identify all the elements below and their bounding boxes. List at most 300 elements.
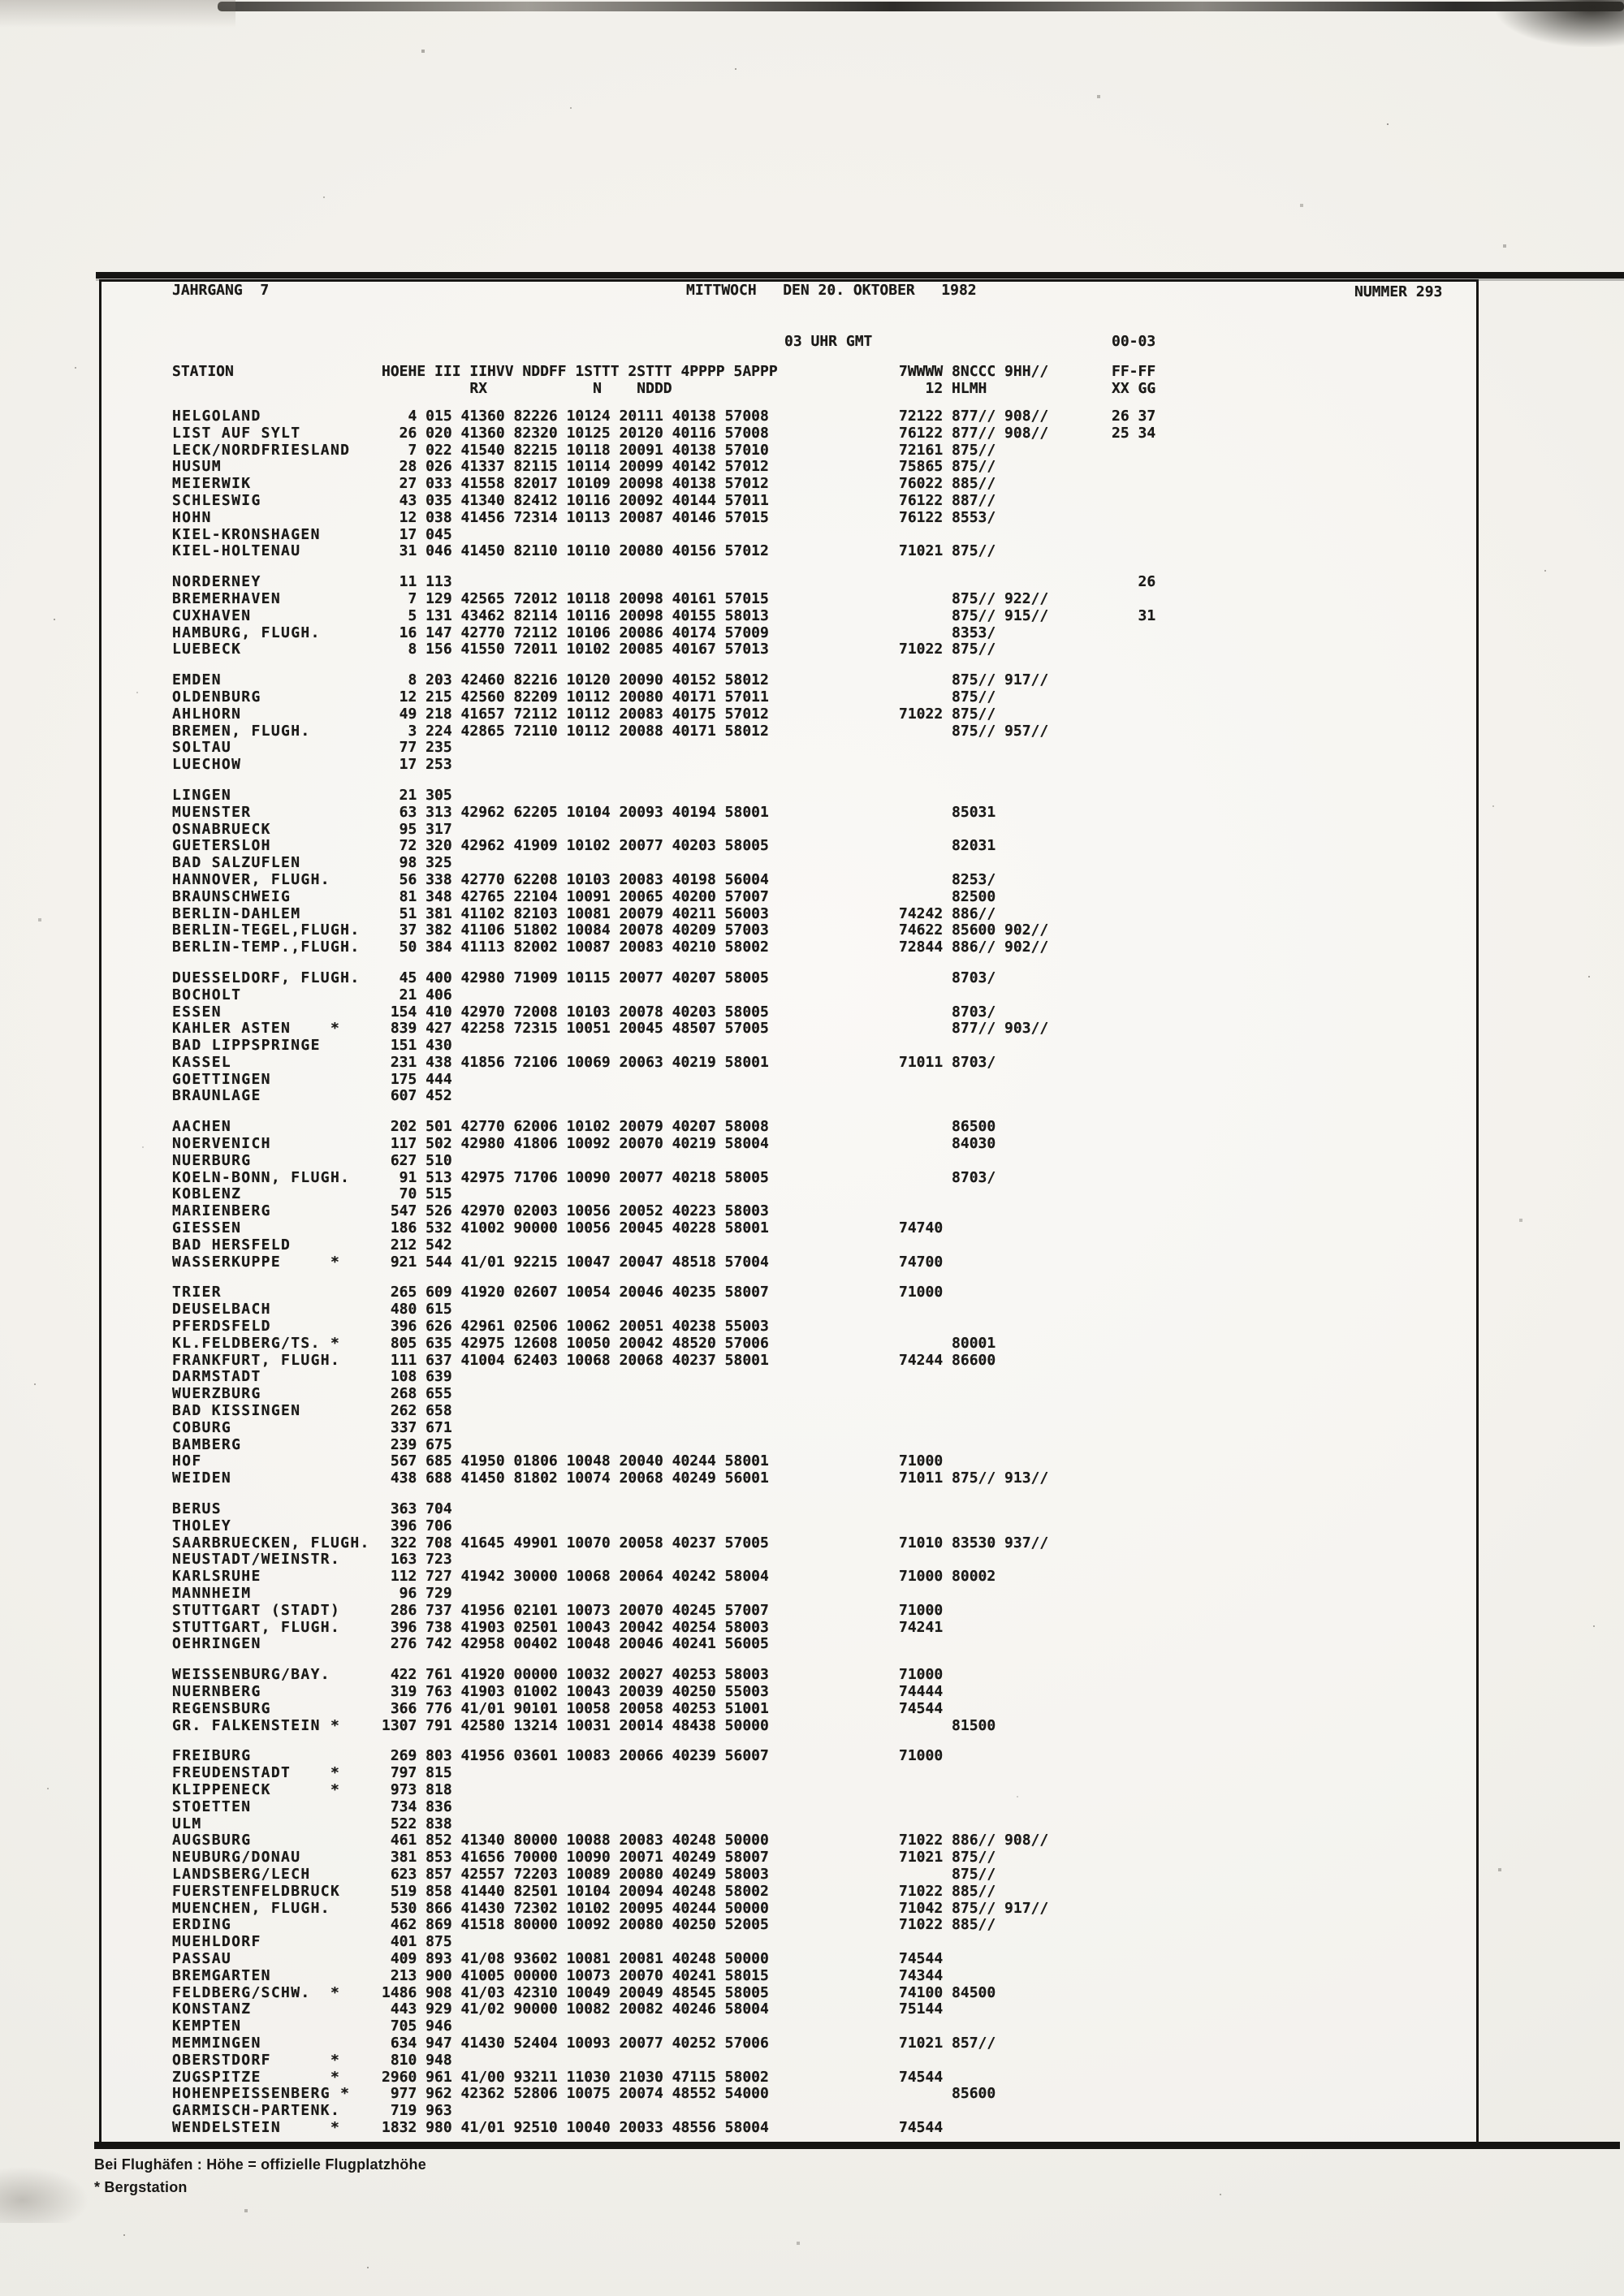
table-row [172, 625, 1471, 642]
scan-artifact-bottom-left-blotch [0, 2166, 89, 2223]
column-header-right-line2: 12 HLMH [899, 380, 987, 397]
station-name: HUSUM [172, 458, 222, 476]
column-header-station: STATION [172, 363, 234, 380]
station-name: STOETTEN [172, 1798, 252, 1815]
table-row [172, 442, 1471, 460]
table-row [172, 2052, 1471, 2069]
station-name: REGENSBURG [172, 1699, 271, 1717]
table-row [172, 493, 1471, 510]
table-row [172, 1021, 1471, 1038]
synop-main-groups: 16 147 42770 72112 10106 20086 40174 57009 [382, 624, 769, 641]
synop-extra-groups: 76122 8553/ [899, 508, 996, 526]
station-name: KEMPTEN [172, 2018, 242, 2035]
station-name: AHLHORN [172, 705, 242, 723]
table-row [172, 1799, 1471, 1816]
table-row [172, 1748, 1471, 1765]
synop-extra-groups: 71022 875// [899, 705, 996, 723]
synop-main-groups: 1486 908 41/03 42310 10049 20049 48545 58005 [382, 1983, 769, 2001]
footnote-airport-height: Bei Flughäfen : Höhe = offizielle Flugplatzhöhe [94, 2156, 426, 2173]
table-row [172, 1088, 1471, 1105]
station-name: GIESSEN [172, 1219, 242, 1237]
station-name: KONSTANZ [172, 2000, 252, 2018]
synop-main-groups: 921 544 41/01 92215 10047 20047 48518 57004 [382, 1253, 769, 1271]
synop-main-groups: 805 635 42975 12608 10050 20042 48520 57006 [382, 1334, 769, 1352]
station-name: WENDELSTEIN * [172, 2118, 341, 2136]
synop-main-groups: 151 430 [382, 1037, 452, 1055]
synop-extra-groups: 71000 80002 [899, 1568, 996, 1586]
synop-extra-groups: 75865 875// [899, 458, 996, 476]
station-name: FRANKFURT, FLUGH. [172, 1351, 341, 1369]
synop-extra-groups: 85031 [899, 803, 996, 821]
synop-extra-groups: 71022 875// [899, 641, 996, 658]
table-row [172, 855, 1471, 872]
column-header-ff-line1: FF-FF [1112, 363, 1156, 380]
station-name: BAD SALZUFLEN [172, 854, 301, 872]
synop-extra-groups: 71042 875// 917// [899, 1899, 1049, 1917]
synop-main-groups: 530 866 41430 72302 10102 20095 40244 50000 [382, 1899, 769, 1917]
table-row [172, 1420, 1471, 1437]
station-name: BERLIN-DAHLEM [172, 904, 301, 922]
table-row [172, 1968, 1471, 1985]
synop-main-groups: 98 325 [382, 854, 452, 872]
synop-main-groups: 17 045 [382, 525, 452, 543]
table-row [172, 1369, 1471, 1386]
table-row [172, 459, 1471, 476]
table-row [172, 2018, 1471, 2035]
ff-column-value: 25 34 [1112, 424, 1156, 442]
synop-main-groups: 239 675 [382, 1435, 452, 1453]
table-row [172, 1569, 1471, 1586]
column-header-main-line2: RX N NDDD [382, 380, 672, 397]
synop-main-groups: 337 671 [382, 1418, 452, 1436]
synop-main-groups: 231 438 41856 72106 10069 20063 40219 58001 [382, 1053, 769, 1071]
table-row [172, 1684, 1471, 1701]
synop-main-groups: 186 532 41002 90000 10056 20045 40228 58001 [382, 1219, 769, 1237]
synop-extra-groups: 84030 [899, 1135, 996, 1153]
synop-extra-groups: 80001 [899, 1334, 996, 1352]
synop-main-groups: 117 502 42980 41806 10092 20070 40219 58004 [382, 1135, 769, 1153]
station-name: LUEBECK [172, 641, 242, 658]
station-name: KIEL-HOLTENAU [172, 542, 301, 560]
station-name: EMDEN [172, 671, 222, 689]
synop-extra-groups: 74740 [899, 1219, 944, 1237]
synop-main-groups: 719 963 [382, 2102, 452, 2120]
synop-extra-groups: 74242 886// [899, 904, 996, 922]
synop-main-groups: 91 513 42975 71706 10090 20077 40218 58005 [382, 1168, 769, 1186]
table-row [172, 939, 1471, 956]
synop-main-groups: 396 738 41903 02501 10043 20042 40254 58003 [382, 1618, 769, 1636]
station-name: KIEL-KRONSHAGEN [172, 525, 321, 543]
station-block [172, 1501, 1471, 1653]
table-row [172, 1535, 1471, 1552]
synop-extra-groups: 74544 [899, 2118, 944, 2136]
synop-extra-groups: 72844 886// 902// [899, 939, 1049, 956]
synop-main-groups: 31 046 41450 82110 10110 20080 40156 57012 [382, 542, 769, 560]
synop-main-groups: 28 026 41337 82115 10114 20099 40142 57012 [382, 458, 769, 476]
ff-column-value: 26 [1112, 573, 1156, 591]
synop-main-groups: 27 033 41558 82017 10109 20098 40138 57012 [382, 475, 769, 493]
table-row [172, 510, 1471, 527]
table-row [172, 1917, 1471, 1934]
table-row [172, 1518, 1471, 1535]
synop-main-groups: 4 015 41360 82226 10124 20111 40138 57008 [382, 408, 769, 425]
station-table [172, 408, 1471, 2151]
station-name: PASSAU [172, 1949, 232, 1967]
synop-main-groups: 45 400 42980 71909 10115 20077 40207 58005 [382, 969, 769, 986]
table-row [172, 425, 1471, 442]
station-name: NEUSTADT/WEINSTR. [172, 1551, 341, 1569]
table-row [172, 1038, 1471, 1055]
table-row [172, 1501, 1471, 1518]
station-name: FREUDENSTADT * [172, 1764, 341, 1782]
synop-main-groups: 363 704 [382, 1500, 452, 1518]
station-name: LUECHOW [172, 756, 242, 774]
issue-number-label: NUMMER 293 [1354, 283, 1443, 300]
table-row [172, 1603, 1471, 1620]
table-row [172, 2069, 1471, 2087]
table-row [172, 1951, 1471, 1968]
table-row [172, 574, 1471, 591]
station-name: MUENCHEN, FLUGH. [172, 1899, 330, 1917]
synop-extra-groups: 71021 875// [899, 1849, 996, 1867]
table-row [172, 805, 1471, 822]
station-name: CUXHAVEN [172, 606, 252, 624]
station-block [172, 574, 1471, 658]
date-label: MITTWOCH DEN 20. OKTOBER 1982 [686, 282, 977, 299]
table-row [172, 970, 1471, 987]
synop-main-groups: 95 317 [382, 820, 452, 838]
station-block [172, 672, 1471, 774]
station-name: LIST AUF SYLT [172, 424, 301, 442]
table-row [172, 1701, 1471, 1718]
station-name: BERUS [172, 1500, 222, 1518]
table-row [172, 1934, 1471, 1951]
table-row [172, 2120, 1471, 2137]
table-row [172, 1220, 1471, 1237]
synop-main-groups: 705 946 [382, 2018, 452, 2035]
table-row [172, 922, 1471, 939]
table-row [172, 672, 1471, 689]
synop-main-groups: 7 129 42565 72012 10118 20098 40161 57015 [382, 589, 769, 607]
station-name: NEUBURG/DONAU [172, 1849, 301, 1867]
column-header-right-line1: 7WWWW 8NCCC 9HH// [899, 363, 1049, 380]
station-name: KOBLENZ [172, 1185, 242, 1203]
synop-main-groups: 262 658 [382, 1402, 452, 1420]
synop-main-groups: 51 381 41102 82103 10081 20079 40211 56003 [382, 904, 769, 922]
synop-main-groups: 1832 980 41/01 92510 10040 20033 48556 58004 [382, 2118, 769, 2136]
station-name: BAD KISSINGEN [172, 1402, 301, 1420]
synop-main-groups: 522 838 [382, 1815, 452, 1832]
synop-main-groups: 276 742 42958 00402 10048 20046 40241 56005 [382, 1635, 769, 1653]
station-name: WUERZBURG [172, 1385, 261, 1403]
synop-main-groups: 319 763 41903 01002 10043 20039 40250 55003 [382, 1682, 769, 1700]
station-name: BREMEN, FLUGH. [172, 722, 311, 740]
table-row [172, 872, 1471, 889]
synop-main-groups: 49 218 41657 72112 10112 20083 40175 57012 [382, 705, 769, 723]
synop-main-groups: 627 510 [382, 1151, 452, 1169]
station-name: BERLIN-TEMP.,FLUGH. [172, 939, 361, 956]
table-row [172, 1985, 1471, 2002]
table-row [172, 1586, 1471, 1603]
station-name: DARMSTADT [172, 1368, 261, 1386]
station-name: AUGSBURG [172, 1832, 252, 1849]
station-name: SOLTAU [172, 739, 232, 757]
synop-main-groups: 3 224 42865 72110 10112 20088 40171 58012 [382, 722, 769, 740]
station-name: MEIERWIK [172, 475, 252, 493]
synop-main-groups: 265 609 41920 02607 10054 20046 40235 58007 [382, 1284, 769, 1301]
station-name: ULM [172, 1815, 202, 1832]
synop-extra-groups: 75144 [899, 2000, 944, 2018]
synop-extra-groups: 71010 83530 937// [899, 1534, 1049, 1552]
station-name: LECK/NORDFRIESLAND [172, 441, 351, 459]
table-row [172, 1072, 1471, 1089]
station-name: WEIDEN [172, 1470, 232, 1487]
station-name: NUERBURG [172, 1151, 252, 1169]
station-name: PFERDSFELD [172, 1318, 271, 1336]
table-row [172, 987, 1471, 1004]
station-name: MANNHEIM [172, 1585, 252, 1602]
synop-main-groups: 154 410 42970 72008 10103 20078 40203 58005 [382, 1003, 769, 1021]
synop-extra-groups: 74244 86600 [899, 1351, 996, 1369]
synop-main-groups: 977 962 42362 52806 10075 20074 48552 54000 [382, 2085, 769, 2103]
station-name: HOF [172, 1452, 202, 1470]
synop-extra-groups: 71000 [899, 1284, 944, 1301]
synop-main-groups: 111 637 41004 62403 10068 20068 40237 58001 [382, 1351, 769, 1369]
station-name: DEUSELBACH [172, 1301, 271, 1318]
synop-main-groups: 202 501 42770 62006 10102 20079 40207 58008 [382, 1118, 769, 1136]
station-name: WEISSENBURG/BAY. [172, 1666, 330, 1684]
synop-extra-groups: 875// 915// [899, 606, 1049, 624]
synop-main-groups: 547 526 42970 02003 10056 20052 40223 58003 [382, 1202, 769, 1220]
synop-extra-groups: 8353/ [899, 624, 996, 641]
table-row [172, 889, 1471, 906]
synop-extra-groups: 74544 [899, 1699, 944, 1717]
table-row [172, 2086, 1471, 2103]
synop-main-groups: 12 038 41456 72314 10113 20087 40146 57015 [382, 508, 769, 526]
station-name: BRAUNLAGE [172, 1087, 261, 1105]
synop-main-groups: 50 384 41113 82002 10087 20083 40210 58002 [382, 939, 769, 956]
table-row [172, 608, 1471, 625]
station-name: NUERNBERG [172, 1682, 261, 1700]
scan-artifact-top-band [218, 2, 1624, 11]
table-row [172, 1254, 1471, 1271]
synop-main-groups: 839 427 42258 72315 10051 20045 48507 57005 [382, 1020, 769, 1038]
table-row [172, 1453, 1471, 1470]
synop-main-groups: 734 836 [382, 1798, 452, 1815]
table-row [172, 1816, 1471, 1833]
station-name: HOHN [172, 508, 212, 526]
synop-main-groups: 12 215 42560 82209 10112 20080 40171 57011 [382, 688, 769, 706]
station-name: MARIENBERG [172, 1202, 271, 1220]
synop-extra-groups: 74700 [899, 1253, 944, 1271]
table-row [172, 706, 1471, 723]
synop-main-groups: 462 869 41518 80000 10092 20080 40250 52005 [382, 1916, 769, 1934]
station-name: BRAUNSCHWEIG [172, 887, 292, 905]
period-label: 00-03 [1112, 333, 1156, 350]
station-name: KLIPPENECK * [172, 1780, 341, 1798]
station-name: OLDENBURG [172, 688, 261, 706]
table-row [172, 1636, 1471, 1653]
synop-extra-groups: 71000 [899, 1601, 944, 1619]
synop-main-groups: 567 685 41950 01806 10048 20040 40244 58001 [382, 1452, 769, 1470]
station-name: STUTTGART, FLUGH. [172, 1618, 341, 1636]
synop-extra-groups: 875// 957// [899, 722, 1049, 740]
station-name: SAARBRUECKEN, FLUGH. [172, 1534, 370, 1552]
synop-main-groups: 268 655 [382, 1385, 452, 1403]
table-row [172, 788, 1471, 805]
synop-main-groups: 26 020 41360 82320 10125 20120 40116 57008 [382, 424, 769, 442]
scan-noise-speckles [0, 0, 2, 2]
synop-extra-groups: 76122 887// [899, 491, 996, 509]
synop-main-groups: 81 348 42765 22104 10091 20065 40200 57007 [382, 887, 769, 905]
synop-extra-groups: 82500 [899, 887, 996, 905]
station-name: GUETERSLOH [172, 837, 271, 855]
synop-extra-groups: 71022 885// [899, 1916, 996, 1934]
table-row [172, 1170, 1471, 1187]
station-name: MEMMINGEN [172, 2034, 261, 2052]
synop-extra-groups: 875// [899, 688, 996, 706]
synop-main-groups: 396 706 [382, 1517, 452, 1534]
synop-main-groups: 269 803 41956 03601 10083 20066 40239 56007 [382, 1747, 769, 1765]
synop-main-groups: 112 727 41942 30000 10068 20064 40242 58004 [382, 1568, 769, 1586]
synop-main-groups: 175 444 [382, 1070, 452, 1088]
table-row [172, 1867, 1471, 1884]
table-row [172, 906, 1471, 923]
station-name: HANNOVER, FLUGH. [172, 870, 330, 888]
table-row [172, 2001, 1471, 2018]
station-name: NORDERNEY [172, 573, 261, 591]
synop-main-groups: 366 776 41/01 90101 10058 20058 40253 51001 [382, 1699, 769, 1717]
frame-top-rule [96, 272, 1624, 278]
table-row [172, 1386, 1471, 1403]
table-row [172, 740, 1471, 757]
synop-main-groups: 11 113 [382, 573, 452, 591]
synop-extra-groups: 72161 875// [899, 441, 996, 459]
station-name: OBERSTDORF * [172, 2051, 341, 2069]
volume-label: JAHRGANG 7 [172, 282, 270, 299]
synop-main-groups: 1307 791 42580 13214 10031 20014 48438 50000 [382, 1716, 769, 1734]
synop-main-groups: 396 626 42961 02506 10062 20051 40238 55003 [382, 1318, 769, 1336]
synop-extra-groups: 74544 [899, 2068, 944, 2086]
synop-extra-groups: 82031 [899, 837, 996, 855]
table-row [172, 1055, 1471, 1072]
synop-extra-groups: 74444 [899, 1682, 944, 1700]
table-row [172, 757, 1471, 774]
synop-extra-groups: 72122 877// 908// [899, 408, 1049, 425]
table-row [172, 1203, 1471, 1220]
observation-time-label: 03 UHR GMT [784, 333, 873, 350]
synop-main-groups: 634 947 41430 52404 10093 20077 40252 57006 [382, 2034, 769, 2052]
synop-main-groups: 973 818 [382, 1780, 452, 1798]
station-name: BAD LIPPSPRINGE [172, 1037, 321, 1055]
synop-main-groups: 381 853 41656 70000 10090 20071 40249 58007 [382, 1849, 769, 1867]
station-name: LINGEN [172, 786, 232, 804]
station-name: GOETTINGEN [172, 1070, 271, 1088]
synop-main-groups: 8 156 41550 72011 10102 20085 40167 57013 [382, 641, 769, 658]
table-row [172, 591, 1471, 608]
synop-main-groups: 401 875 [382, 1933, 452, 1951]
station-name: GR. FALKENSTEIN * [172, 1716, 341, 1734]
synop-extra-groups: 76022 885// [899, 475, 996, 493]
station-name: HOHENPEISSENBERG * [172, 2085, 351, 2103]
synop-main-groups: 72 320 42962 41909 10102 20077 40203 58005 [382, 837, 769, 855]
station-name: BREMGARTEN [172, 1966, 271, 1984]
table-row [172, 1901, 1471, 1918]
table-row [172, 689, 1471, 706]
synop-main-groups: 322 708 41645 49901 10070 20058 40237 57005 [382, 1534, 769, 1552]
station-block [172, 1748, 1471, 2136]
table-row [172, 1832, 1471, 1849]
station-name: WASSERKUPPE * [172, 1253, 341, 1271]
synop-extra-groups: 877// 903// [899, 1020, 1049, 1038]
station-name: ESSEN [172, 1003, 222, 1021]
synop-main-groups: 56 338 42770 62208 10103 20083 40198 56004 [382, 870, 769, 888]
synop-extra-groups: 8253/ [899, 870, 996, 888]
table-row [172, 1119, 1471, 1136]
table-row [172, 1136, 1471, 1153]
synop-main-groups: 163 723 [382, 1551, 452, 1569]
synop-extra-groups: 74622 85600 902// [899, 921, 1049, 939]
table-row [172, 1284, 1471, 1301]
synop-extra-groups: 74544 [899, 1949, 944, 1967]
station-name: OEHRINGEN [172, 1635, 261, 1653]
synop-main-groups: 96 729 [382, 1585, 452, 1602]
synop-main-groups: 8 203 42460 82216 10120 20090 40152 58012 [382, 671, 769, 689]
synop-main-groups: 461 852 41340 80000 10088 20083 40248 50000 [382, 1832, 769, 1849]
table-row [172, 1437, 1471, 1454]
station-name: KOELN-BONN, FLUGH. [172, 1168, 351, 1186]
synop-main-groups: 797 815 [382, 1764, 452, 1782]
synop-extra-groups: 8703/ [899, 1003, 996, 1021]
synop-extra-groups: 85600 [899, 2085, 996, 2103]
station-name: FREIBURG [172, 1747, 252, 1765]
station-name: LANDSBERG/LECH [172, 1865, 311, 1883]
synop-main-groups: 7 022 41540 82215 10118 20091 40138 57010 [382, 441, 769, 459]
synop-main-groups: 17 253 [382, 756, 452, 774]
station-name: DUESSELDORF, FLUGH. [172, 969, 361, 986]
table-row [172, 1318, 1471, 1336]
station-name: SCHLESWIG [172, 491, 261, 509]
station-name: KL.FELDBERG/TS. * [172, 1334, 341, 1352]
station-name: BAMBERG [172, 1435, 242, 1453]
station-block [172, 788, 1471, 956]
table-row [172, 822, 1471, 839]
synop-main-groups: 810 948 [382, 2051, 452, 2069]
table-row [172, 476, 1471, 493]
synop-extra-groups: 81500 [899, 1716, 996, 1734]
synop-main-groups: 286 737 41956 02101 10073 20070 40245 57007 [382, 1601, 769, 1619]
column-header-ff-line2: XX GG [1112, 380, 1156, 397]
station-name: OSNABRUECK [172, 820, 271, 838]
table-row [172, 2103, 1471, 2120]
table-row [172, 1403, 1471, 1420]
table-row [172, 1620, 1471, 1637]
synop-extra-groups: 8703/ [899, 969, 996, 986]
table-row [172, 641, 1471, 658]
synop-extra-groups: 8703/ [899, 1168, 996, 1186]
station-name: BAD HERSFELD [172, 1236, 292, 1254]
synop-extra-groups: 71021 857// [899, 2034, 996, 2052]
station-name: HAMBURG, FLUGH. [172, 624, 321, 641]
station-name: STUTTGART (STADT) [172, 1601, 341, 1619]
synop-extra-groups: 86500 [899, 1118, 996, 1136]
station-name: MUEHLDORF [172, 1933, 261, 1951]
synop-extra-groups: 875// [899, 1865, 996, 1883]
station-name: BERLIN-TEGEL,FLUGH. [172, 921, 361, 939]
synop-main-groups: 443 929 41/02 90000 10082 20082 40246 58004 [382, 2000, 769, 2018]
synop-main-groups: 77 235 [382, 739, 452, 757]
synop-main-groups: 438 688 41450 81802 10074 20068 40249 56001 [382, 1470, 769, 1487]
